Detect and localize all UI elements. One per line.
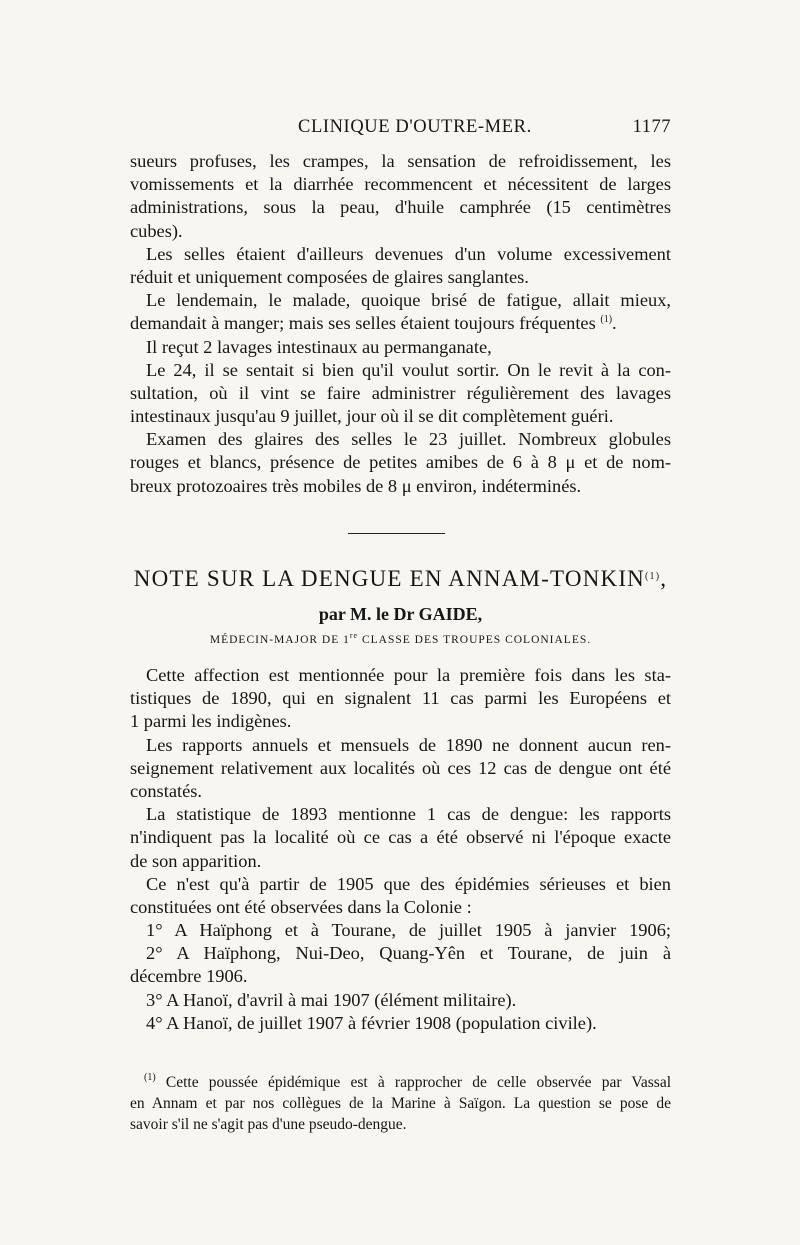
note-body: [130, 664, 671, 1035]
text-line: intestinaux jusqu'au 9 juillet, jour où il se dit complètement guéri.: [130, 406, 614, 427]
text-line: constituées ont été observées dans la Colonie :: [130, 896, 472, 917]
list-item: 2° A Haïphong, Nui-Deo, Quang-Yên et Tourane, de juin à: [146, 943, 671, 964]
section-divider: [348, 533, 445, 534]
affiliation-superscript: re: [349, 631, 359, 640]
footnote-line: savoir s'il ne s'agit pas d'une pseudo-dengue.: [130, 1116, 407, 1133]
text-line: vomissements et la diarrhée recommencent et nécessitent de larges: [130, 174, 671, 195]
text-line: sultation, où il vint se faire administrer régulièrement des lavages: [130, 382, 671, 403]
footnote-text: Cette poussée épidémique est à rapprocher de celle observée par Vassal: [165, 1074, 671, 1091]
text-line: n'indiquent pas la localité où ce cas a été observé ni l'époque exacte: [130, 827, 671, 848]
text-line: administrations, sous la peau, d'huile camphrée (15 centimètres: [130, 197, 671, 218]
text-line: Ce n'est qu'à partir de 1905 que des épidémies sérieuses et bien: [146, 873, 671, 894]
text-span: demandait à manger; mais ses selles étaient toujours fréquentes: [130, 313, 596, 334]
affiliation-text: MÉDECIN-MAJOR DE 1: [209, 634, 350, 646]
text-line: La statistique de 1893 mentionne 1 cas de dengue: les rapports: [146, 804, 671, 825]
affiliation-text: CLASSE DES TROUPES COLONIALES.: [358, 634, 592, 646]
text-line: sueurs profuses, les crampes, la sensation de refroidissement, les: [130, 151, 671, 171]
footnote-line: en Annam et par nos collègues de la Marine à Saïgon. La question se pose de: [130, 1095, 671, 1112]
text-line: de son apparition.: [130, 850, 262, 871]
text-line: constatés.: [130, 780, 203, 801]
author-byline: par M. le Dr GAIDE,: [318, 604, 483, 624]
text-line: rouges et blancs, présence de petites amibes de 6 à 8 μ et de nom-: [130, 452, 671, 473]
list-item: 1° A Haïphong et à Tourane, de juillet 1905 à janvier 1906;: [146, 920, 671, 941]
note-title-text: NOTE SUR LA DENGUE EN ANNAM-TONKIN: [133, 566, 645, 591]
list-item-continuation: décembre 1906.: [130, 966, 248, 987]
text-line: Les selles étaient d'ailleurs devenues d'un volume excessivement: [146, 243, 671, 264]
footnote-line: [130, 1072, 671, 1093]
text-line: Examen des glaires des selles le 23 juillet. Nombreux globules: [146, 429, 671, 450]
text-line: Cette affection est mentionnée pour la première fois dans les sta-: [146, 665, 671, 685]
text-line: Le lendemain, le malade, quoique brisé de fatigue, allait mieux,: [146, 290, 671, 311]
running-title: CLINIQUE D'OUTRE-MER.: [298, 117, 532, 137]
text-line: Il reçut 2 lavages intestinaux au permanganate,: [146, 336, 492, 357]
case-paragraphs: [130, 150, 671, 498]
page-number: 1177: [632, 117, 671, 137]
text-line: breux protozoaires très mobiles de 8 μ environ, indéterminés.: [130, 475, 582, 496]
text-line: seignement relativement aux localités où ces 12 cas de dengue ont été: [130, 757, 671, 778]
text-line: tistiques de 1890, qui en signalent 11 cas parmi les Européens et: [130, 688, 671, 709]
text-line: réduit et uniquement composées de glaires sanglantes.: [130, 266, 529, 287]
footnote-marker: (1): [645, 571, 661, 582]
running-head: [130, 114, 671, 144]
text-line: 1 parmi les indigènes.: [130, 711, 292, 732]
text-line: Le 24, il se sentait si bien qu'il voulut sortir. On le revit à la con-: [146, 359, 671, 380]
footnote: [130, 1072, 671, 1135]
text-line-with-note: demandait à manger; mais ses selles étaient toujours fréquentes $^{(1)}$.: [130, 313, 617, 334]
author-affiliation: [130, 631, 671, 646]
list-item: 4° A Hanoï, de juillet 1907 à février 1908 (population civile).: [146, 1012, 597, 1033]
note-title: NOTE SUR LA DENGUE EN ANNAM-TONKIN$^{(1)}$,: [133, 566, 668, 591]
footnote-marker: (1): [144, 1072, 156, 1083]
text-line: Les rapports annuels et mensuels de 1890 ne donnent aucun ren-: [146, 734, 671, 755]
list-item: 3° A Hanoï, d'avril à mai 1907 (élément militaire).: [146, 989, 517, 1010]
text-line: cubes).: [130, 220, 183, 241]
footnote-marker: (1): [600, 314, 613, 326]
